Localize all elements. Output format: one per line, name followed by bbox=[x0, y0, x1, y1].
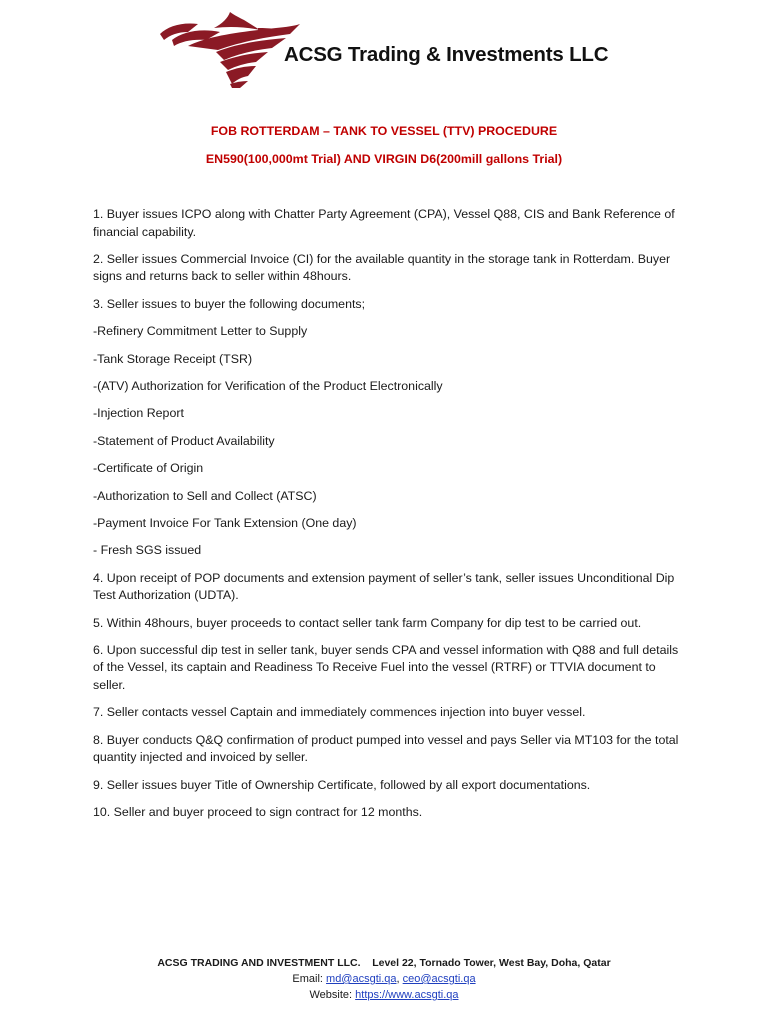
document-list-item: -Authorization to Sell and Collect (ATSC) bbox=[93, 488, 317, 503]
email-link-md[interactable]: md@acsgti.qa bbox=[326, 973, 397, 985]
procedure-step-8: 8. Buyer conducts Q&Q confirmation of product pumped into vessel and pays Seller via MT103 for the total quantity injected and invoiced by seller. bbox=[93, 732, 679, 765]
procedure-step-10: 10. Seller and buyer proceed to sign contract for 12 months. bbox=[93, 805, 423, 820]
website-link[interactable]: https://www.acsgti.qa bbox=[355, 989, 459, 1001]
email-link-ceo[interactable]: ceo@acsgti.qa bbox=[402, 973, 476, 985]
procedure-subtitle: EN590(100,000mt Trial) AND VIRGIN D6(200mill gallons Trial) bbox=[205, 152, 563, 166]
footer-company-line bbox=[0, 955, 768, 971]
footer-website-line bbox=[0, 987, 768, 1003]
eagle-head-logo bbox=[158, 10, 303, 88]
procedure-step-7: 7. Seller contacts vessel Captain and immediately commences injection into buyer vessel. bbox=[93, 705, 586, 720]
procedure-step-4: 4. Upon receipt of POP documents and extension payment of seller’s tank, seller issues Unconditional Dip Test Authorization (UDTA). bbox=[93, 570, 675, 603]
email-separator: , bbox=[396, 973, 400, 985]
procedure-step-9: 9. Seller issues buyer Title of Ownership Certificate, followed by all export documentations. bbox=[93, 777, 591, 792]
procedure-body bbox=[93, 206, 683, 831]
document-list-item: -Tank Storage Receipt (TSR) bbox=[93, 351, 253, 366]
procedure-step-3: 3. Seller issues to buyer the following documents; bbox=[93, 296, 366, 311]
footer-email-line bbox=[0, 971, 768, 987]
website-label: Website: bbox=[309, 989, 353, 1001]
document-list-item: -Certificate of Origin bbox=[93, 461, 204, 476]
page-footer bbox=[0, 955, 768, 1003]
document-list-item: -Statement of Product Availability bbox=[93, 433, 275, 448]
document-list-item: -(ATV) Authorization for Verification of the Product Electronically bbox=[93, 378, 443, 393]
document-list-item: -Payment Invoice For Tank Extension (One day) bbox=[93, 515, 357, 530]
email-label: Email: bbox=[292, 973, 323, 985]
procedure-step-6: 6. Upon successful dip test in seller tank, buyer sends CPA and vessel information with Q88 and full details of the Vessel, its captain and Readiness To Receive Fuel into the vessel (RTRF) or TTVIA document to seller. bbox=[93, 642, 679, 692]
procedure-title: FOB ROTTERDAM – TANK TO VESSEL (TTV) PROCEDURE bbox=[210, 124, 558, 138]
procedure-step-1: 1. Buyer issues ICPO along with Chatter Party Agreement (CPA), Vessel Q88, CIS and Bank Reference of financial capability. bbox=[93, 207, 675, 239]
footer-address: Level 22, Tornado Tower, West Bay, Doha, Qatar bbox=[372, 957, 611, 969]
document-list-item: -Injection Report bbox=[93, 406, 184, 421]
procedure-step-2: 2. Seller issues Commercial Invoice (CI) for the available quantity in the storage tank in Rotterdam. Buyer signs and returns back to seller within 48hours. bbox=[93, 251, 671, 284]
document-list-item: - Fresh SGS issued bbox=[93, 543, 202, 558]
letterhead bbox=[158, 10, 638, 90]
footer-company: ACSG TRADING AND INVESTMENT LLC. bbox=[157, 957, 361, 969]
company-name: ACSG Trading & Investments LLC bbox=[284, 43, 609, 66]
document-list-item: -Refinery Commitment Letter to Supply bbox=[93, 324, 308, 339]
procedure-step-5: 5. Within 48hours, buyer proceeds to contact seller tank farm Company for dip test to be carried out. bbox=[93, 615, 642, 630]
